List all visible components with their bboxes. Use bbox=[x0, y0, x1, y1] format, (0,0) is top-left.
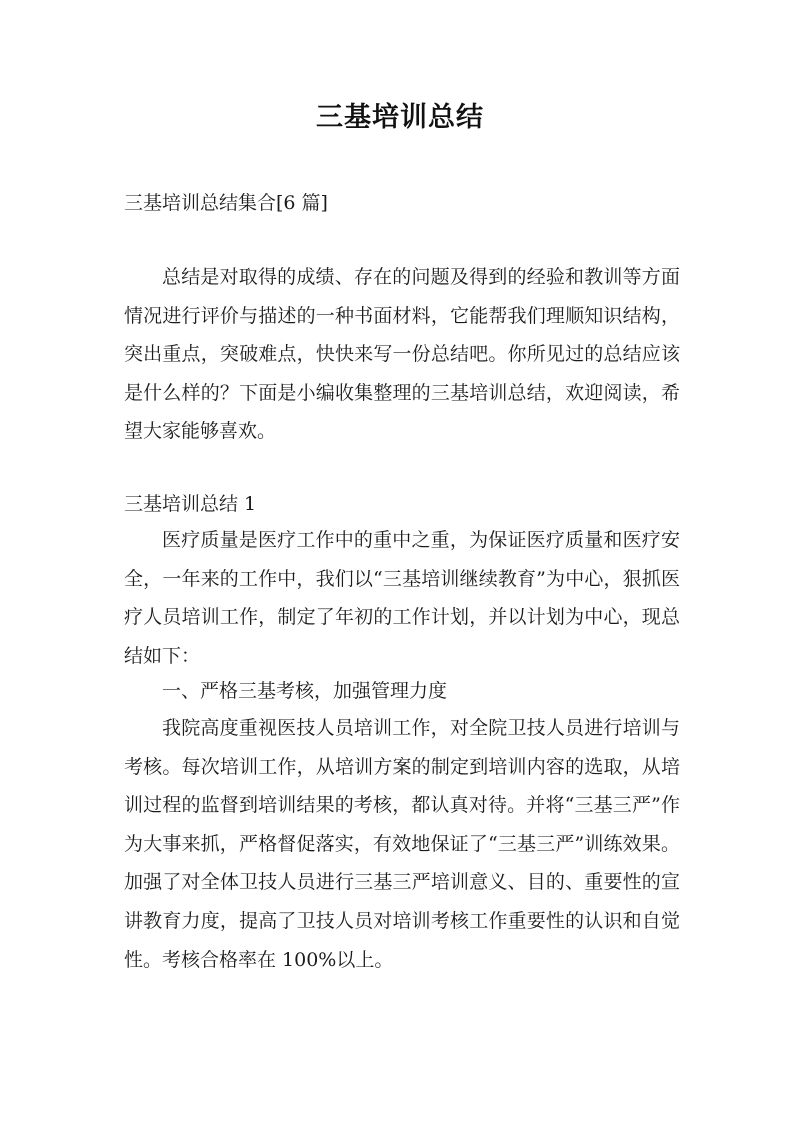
document-title: 三基培训总结 bbox=[316, 102, 484, 133]
document-subtitle: 三基培训总结集合[6 篇] bbox=[124, 192, 328, 214]
intro-paragraph: 总结是对取得的成绩、存在的问题及得到的经验和教训等方面情况进行评价与描述的一种书面材料，它能帮我们理顺知识结构，突出重点，突破难点，快快来写一份总结吧。你所见过的总结应该是什么样的？下面是小编收集整理的三基培训总结，欢迎阅读，希望大家能够喜欢。 bbox=[124, 266, 680, 443]
body-paragraph-1: 医疗质量是医疗工作中的重中之重，为保证医疗质量和医疗安全，一年来的工作中，我们以“三基培训继续教育”为中心，狠抓医疗人员培训工作，制定了年初的工作计划，并以计划为中心，现总结如下： bbox=[124, 529, 680, 667]
body-paragraph-2: 我院高度重视医技人员培训工作，对全院卫技人员进行培训与考核。每次培训工作，从培训方案的制定到培训内容的选取，从培训过程的监督到培训结果的考核，都认真对待。并将“三基三严”作为大事来抓，严格督促落实，有效地保证了“三基三严”训练效果。加强了对全体卫技人员进行三基三严培训意义、目的、重要性的宣讲教育力度，提高了卫技人员对培训考核工作重要性的认识和自觉性。考核合格率在 100%以上。 bbox=[124, 717, 680, 971]
sub-heading-1: 一、严格三基考核，加强管理力度 bbox=[162, 680, 448, 702]
section-title: 三基培训总结 1 bbox=[124, 493, 257, 515]
